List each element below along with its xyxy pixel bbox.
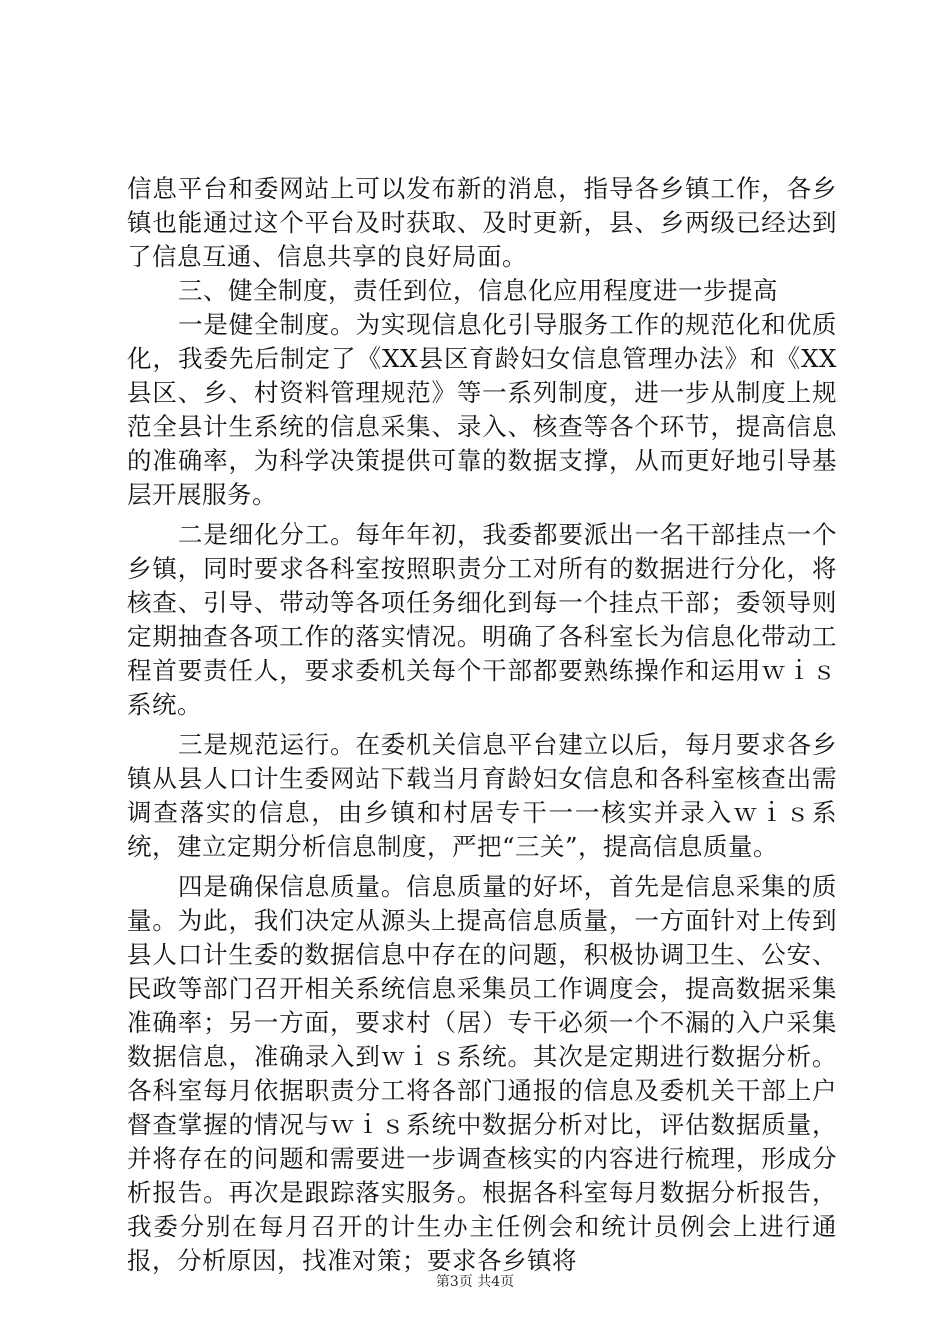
paragraph-division-of-work: 二是细化分工。每年年初，我委都要派出一名干部挂点一个乡镇，同时要求各科室按照职责分工对所有的数据进行分化，将核查、引导、带动等各项任务细化到每一个挂点干部；委领导则定期抽查各项工作的落实情况。明确了各科室长为信息化带动工程首要责任人，要求委机关每个干部都要熟练操作和运用ｗｉｓ系统。 (127, 520, 837, 719)
page-number-footer: 第3页 共4页 (435, 1274, 515, 1290)
section-heading: 三、健全制度，责任到位，信息化应用程度进一步提高 (178, 276, 778, 305)
document-body (127, 172, 837, 1278)
paragraph-information-quality: 四是确保信息质量。信息质量的好坏，首先是信息采集的质量。为此，我们决定从源头上提高信息质量，一方面针对上传到县人口计生委的数据信息中存在的问题，积极协调卫生、公安、民政等部门召开相关系统信息采集员工作调度会，提高数据采集准确率；另一方面，要求村（居）专干必须一个不漏的入户采集数据信息，准确录入到ｗｉｓ系统。其次是定期进行数据分析。各科室每月依据职责分工将各部门通报的信息及委机关干部上户督查掌握的情况与ｗｉｓ系统中数据分析对比，评估数据质量，并将存在的问题和需要进一步调查核实的内容进行梳理，形成分析报告。再次是跟踪落实服务。根据各科室每月数据分析报告，我委分别在每月召开的计生办主任例会和统计员例会上进行通报，分析原因，找准对策；要求各乡镇将 (127, 872, 837, 1275)
paragraph-system-building: 一是健全制度。为实现信息化引导服务工作的规范化和优质化，我委先后制定了《XX县区育龄妇女信息管理办法》和《XX县区、乡、村资料管理规范》等一系列制度，进一步从制度上规范全县计生系统的信息采集、录入、核查等各个环节，提高信息的准确率，为科学决策提供可靠的数据支撑，从而更好地引导基层开展服务。 (127, 310, 837, 509)
paragraph-standard-operation: 三是规范运行。在委机关信息平台建立以后，每月要求各乡镇从县人口计生委网站下载当月育龄妇女信息和各科室核查出需调查落实的信息，由乡镇和村居专干一一核实并录入ｗｉｓ系统，建立定期分析信息制度，严把“三关”，提高信息质量。 (127, 730, 837, 861)
paragraph-continuation: 信息平台和委网站上可以发布新的消息，指导各乡镇工作，各乡镇也能通过这个平台及时获取、及时更新，县、乡两级已经达到了信息互通、信息共享的良好局面。 (127, 174, 837, 271)
